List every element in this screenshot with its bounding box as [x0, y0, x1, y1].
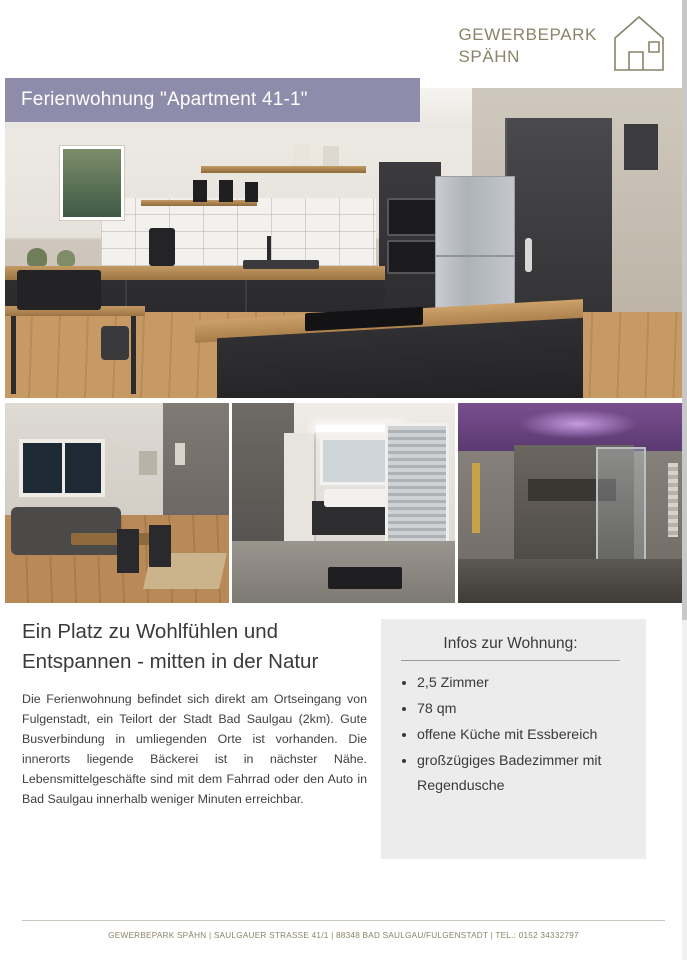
apartment-title-banner — [5, 78, 420, 122]
photo-thumbnail-row — [5, 403, 682, 603]
description-text: Die Ferienwohnung befindet sich direkt am Ortseingang von Fulgenstadt, ein Teilort der Stadt Bad Saulgau (2km). Gute Busverbindung in umliegenden Orte ist vorhanden. Die innerorts liegende Bäckerei ist in nächster Nähe. Lebensmittelgeschäfte sind mit dem Fahrrad oder den Auto in Bad Saulgau innerhalb weniger Minuten erreichbar. — [22, 692, 367, 806]
scrollbar-thumb[interactable] — [682, 0, 687, 620]
page-footer — [0, 920, 687, 960]
info-box — [381, 619, 646, 859]
footer-divider — [22, 920, 665, 921]
content-area — [0, 617, 687, 859]
headline-line-1: Ein Platz zu Wohlfühlen und — [22, 620, 279, 643]
hero-kitchen-photo — [5, 88, 682, 398]
list-item: • offene Küche mit Essbereich — [417, 723, 636, 748]
footer-contact-text: GEWERBEPARK SPÄHN | SAULGAUER STRASSE 41/1 | 88348 BAD SAULGAU/FULGENSTADT | TEL.: 0152 34332797 — [108, 931, 579, 940]
list-item: • großzügiges Badezimmer mit Regendusche — [417, 749, 636, 799]
headline — [22, 617, 367, 677]
list-item: • 2,5 Zimmer — [417, 671, 636, 696]
info-box-title: Infos zur Wohnung: — [401, 635, 620, 661]
page-header — [0, 0, 687, 88]
brand-name — [458, 24, 597, 68]
scrollbar-track[interactable] — [682, 0, 687, 960]
list-item: • 78 qm — [417, 697, 636, 722]
description-column — [22, 617, 367, 859]
info-box-list — [397, 671, 636, 799]
brand-line-2: SPÄHN — [458, 47, 521, 67]
brand-line-1: GEWERBEPARK — [458, 25, 597, 44]
living-room-photo — [5, 403, 229, 603]
page-title: Ferienwohnung "Apartment 41-1" — [21, 89, 308, 110]
house-outline-icon — [609, 12, 669, 74]
bathroom-sink-photo — [232, 403, 456, 603]
headline-line-2: Entspannen - mitten in der Natur — [22, 650, 319, 673]
shower-photo — [458, 403, 682, 603]
